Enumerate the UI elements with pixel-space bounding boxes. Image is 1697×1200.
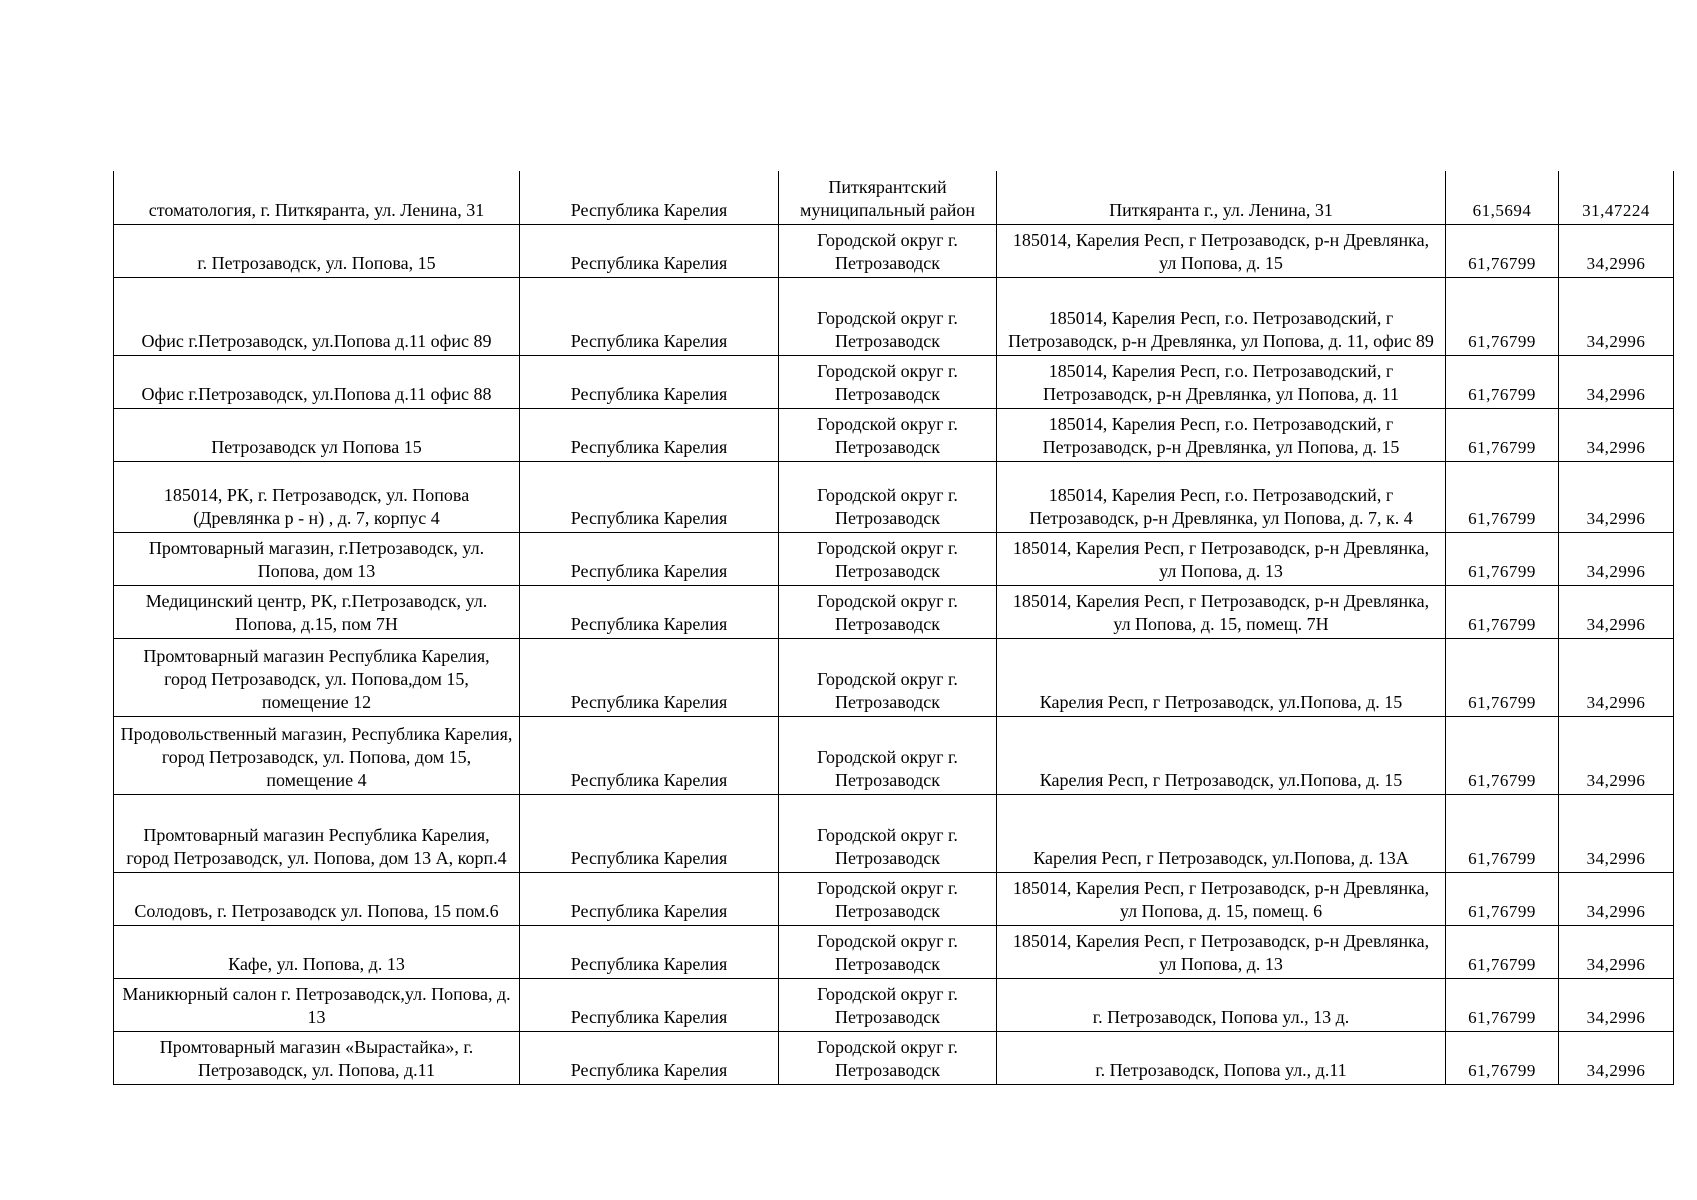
latitude-cell: 61,5694 [1446, 171, 1559, 224]
longitude-cell: 34,2996 [1559, 224, 1674, 277]
region-cell: Республика Карелия [520, 461, 779, 532]
address-cell: Карелия Респ, г Петрозаводск, ул.Попова, д. 15 [997, 716, 1446, 794]
latitude-cell: 61,76799 [1446, 355, 1559, 408]
longitude-cell: 34,2996 [1559, 277, 1674, 355]
municipality-cell: Городской округ г. Петрозаводск [779, 794, 997, 872]
longitude-cell: 31,47224 [1559, 171, 1674, 224]
latitude-cell: 61,76799 [1446, 408, 1559, 461]
table-row [114, 355, 1674, 408]
address-cell: г. Петрозаводск, Попова ул., 13 д. [997, 978, 1446, 1031]
object-name-cell: Маникюрный салон г. Петрозаводск,ул. Попова, д. 13 [114, 978, 520, 1031]
municipality-cell: Городской округ г. Петрозаводск [779, 532, 997, 585]
latitude-cell: 61,76799 [1446, 925, 1559, 978]
address-cell: Карелия Респ, г Петрозаводск, ул.Попова, д. 15 [997, 638, 1446, 716]
latitude-cell: 61,76799 [1446, 794, 1559, 872]
region-cell: Республика Карелия [520, 925, 779, 978]
latitude-cell: 61,76799 [1446, 224, 1559, 277]
longitude-cell: 34,2996 [1559, 716, 1674, 794]
address-cell: г. Петрозаводск, Попова ул., д.11 [997, 1031, 1446, 1084]
longitude-cell: 34,2996 [1559, 794, 1674, 872]
longitude-cell: 34,2996 [1559, 925, 1674, 978]
region-cell: Республика Карелия [520, 277, 779, 355]
latitude-cell: 61,76799 [1446, 872, 1559, 925]
object-name-cell: Продовольственный магазин, Республика Карелия, город Петрозаводск, ул. Попова, дом 15, помещение 4 [114, 716, 520, 794]
table-row [114, 1031, 1674, 1084]
longitude-cell: 34,2996 [1559, 978, 1674, 1031]
municipality-cell: Городской округ г. Петрозаводск [779, 872, 997, 925]
longitude-cell: 34,2996 [1559, 585, 1674, 638]
region-cell: Республика Карелия [520, 638, 779, 716]
region-cell: Республика Карелия [520, 716, 779, 794]
latitude-cell: 61,76799 [1446, 277, 1559, 355]
region-cell: Республика Карелия [520, 1031, 779, 1084]
object-name-cell: г. Петрозаводск, ул. Попова, 15 [114, 224, 520, 277]
address-cell: 185014, Карелия Респ, г Петрозаводск, р-н Древлянка, ул Попова, д. 15, помещ. 7Н [997, 585, 1446, 638]
municipality-cell: Городской округ г. Петрозаводск [779, 716, 997, 794]
longitude-cell: 34,2996 [1559, 872, 1674, 925]
object-name-cell: Офис г.Петрозаводск, ул.Попова д.11 офис 89 [114, 277, 520, 355]
table-row [114, 716, 1674, 794]
object-name-cell: Солодовъ, г. Петрозаводск ул. Попова, 15 пом.6 [114, 872, 520, 925]
municipality-cell: Городской округ г. Петрозаводск [779, 408, 997, 461]
longitude-cell: 34,2996 [1559, 532, 1674, 585]
region-cell: Республика Карелия [520, 872, 779, 925]
table-row [114, 638, 1674, 716]
address-cell: 185014, Карелия Респ, г.о. Петрозаводский, г Петрозаводск, р-н Древлянка, ул Попова, д. 11 [997, 355, 1446, 408]
object-name-cell: Кафе, ул. Попова, д. 13 [114, 925, 520, 978]
table-row [114, 794, 1674, 872]
address-cell: 185014, Карелия Респ, г.о. Петрозаводский, г Петрозаводск, р-н Древлянка, ул Попова, д. 11, офис 89 [997, 277, 1446, 355]
object-name-cell: стоматология, г. Питкяранта, ул. Ленина, 31 [114, 171, 520, 224]
object-name-cell: Медицинский центр, РК, г.Петрозаводск, ул. Попова, д.15, пом 7Н [114, 585, 520, 638]
latitude-cell: 61,76799 [1446, 461, 1559, 532]
object-name-cell: Промтоварный магазин Республика Карелия, город Петрозаводск, ул. Попова, дом 13 А, корп.4 [114, 794, 520, 872]
table-row [114, 408, 1674, 461]
object-name-cell: Петрозаводск ул Попова 15 [114, 408, 520, 461]
table-row [114, 585, 1674, 638]
longitude-cell: 34,2996 [1559, 461, 1674, 532]
address-cell: 185014, Карелия Респ, г.о. Петрозаводский, г Петрозаводск, р-н Древлянка, ул Попова, д. 7, к. 4 [997, 461, 1446, 532]
latitude-cell: 61,76799 [1446, 978, 1559, 1031]
longitude-cell: 34,2996 [1559, 355, 1674, 408]
table-row [114, 872, 1674, 925]
object-name-cell: Офис г.Петрозаводск, ул.Попова д.11 офис 88 [114, 355, 520, 408]
table-row [114, 224, 1674, 277]
region-cell: Республика Карелия [520, 585, 779, 638]
address-cell: 185014, Карелия Респ, г.о. Петрозаводский, г Петрозаводск, р-н Древлянка, ул Попова, д. 15 [997, 408, 1446, 461]
object-name-cell: Промтоварный магазин Республика Карелия, город Петрозаводск, ул. Попова,дом 15, помещение 12 [114, 638, 520, 716]
table-row [114, 461, 1674, 532]
region-cell: Республика Карелия [520, 171, 779, 224]
municipality-cell: Городской округ г. Петрозаводск [779, 224, 997, 277]
region-cell: Республика Карелия [520, 224, 779, 277]
longitude-cell: 34,2996 [1559, 1031, 1674, 1084]
address-cell: 185014, Карелия Респ, г Петрозаводск, р-н Древлянка, ул Попова, д. 15, помещ. 6 [997, 872, 1446, 925]
municipality-cell: Городской округ г. Петрозаводск [779, 925, 997, 978]
latitude-cell: 61,76799 [1446, 716, 1559, 794]
municipality-cell: Городской округ г. Петрозаводск [779, 277, 997, 355]
table-row [114, 978, 1674, 1031]
region-cell: Республика Карелия [520, 794, 779, 872]
object-name-cell: Промтоварный магазин «Вырастайка», г. Петрозаводск, ул. Попова, д.11 [114, 1031, 520, 1084]
region-cell: Республика Карелия [520, 978, 779, 1031]
object-name-cell: Промтоварный магазин, г.Петрозаводск, ул. Попова, дом 13 [114, 532, 520, 585]
registry-table-body [114, 171, 1674, 1084]
table-row [114, 277, 1674, 355]
table-row [114, 532, 1674, 585]
latitude-cell: 61,76799 [1446, 1031, 1559, 1084]
latitude-cell: 61,76799 [1446, 638, 1559, 716]
longitude-cell: 34,2996 [1559, 638, 1674, 716]
table-row [114, 171, 1674, 224]
municipality-cell: Городской округ г. Петрозаводск [779, 585, 997, 638]
address-cell: Питкяранта г., ул. Ленина, 31 [997, 171, 1446, 224]
address-cell: Карелия Респ, г Петрозаводск, ул.Попова, д. 13А [997, 794, 1446, 872]
latitude-cell: 61,76799 [1446, 585, 1559, 638]
table-row [114, 925, 1674, 978]
registry-table [113, 171, 1674, 1085]
address-cell: 185014, Карелия Респ, г Петрозаводск, р-н Древлянка, ул Попова, д. 15 [997, 224, 1446, 277]
municipality-cell: Городской округ г. Петрозаводск [779, 461, 997, 532]
address-cell: 185014, Карелия Респ, г Петрозаводск, р-н Древлянка, ул Попова, д. 13 [997, 925, 1446, 978]
address-cell: 185014, Карелия Респ, г Петрозаводск, р-н Древлянка, ул Попова, д. 13 [997, 532, 1446, 585]
object-name-cell: 185014, РК, г. Петрозаводск, ул. Попова (Древлянка р - н) , д. 7, корпус 4 [114, 461, 520, 532]
municipality-cell: Городской округ г. Петрозаводск [779, 1031, 997, 1084]
municipality-cell: Городской округ г. Петрозаводск [779, 978, 997, 1031]
region-cell: Республика Карелия [520, 408, 779, 461]
latitude-cell: 61,76799 [1446, 532, 1559, 585]
longitude-cell: 34,2996 [1559, 408, 1674, 461]
region-cell: Республика Карелия [520, 355, 779, 408]
municipality-cell: Городской округ г. Петрозаводск [779, 355, 997, 408]
municipality-cell: Городской округ г. Петрозаводск [779, 638, 997, 716]
municipality-cell: Питкярантский муниципальный район [779, 171, 997, 224]
region-cell: Республика Карелия [520, 532, 779, 585]
